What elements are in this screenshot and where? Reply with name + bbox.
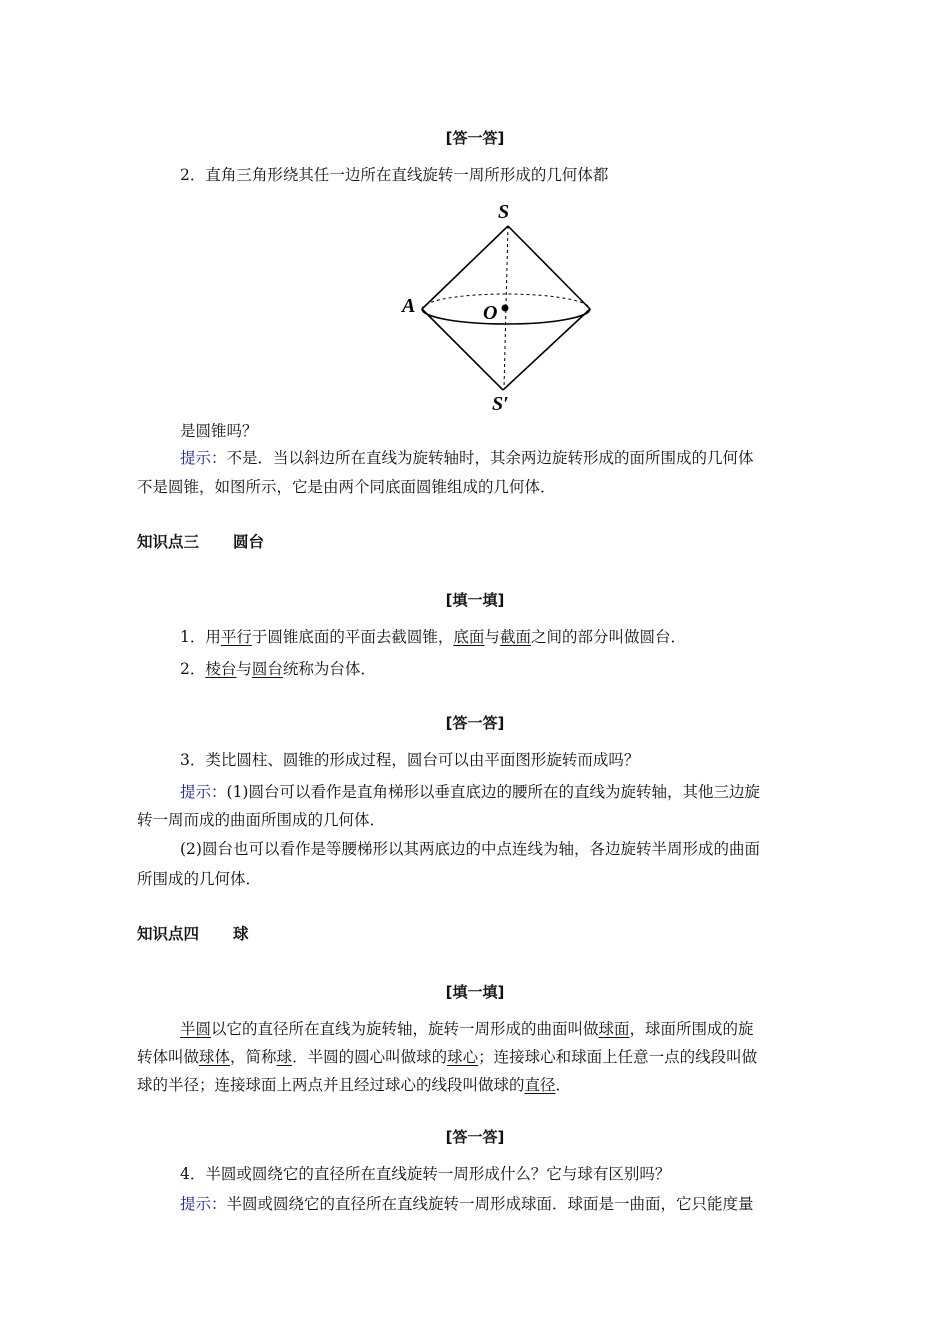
hint-2-line-1 <box>180 448 754 468</box>
section-3-name: 圆台 <box>233 533 265 551</box>
hint-label: 提示： <box>180 449 227 467</box>
hint-label: 提示： <box>180 783 227 801</box>
blank-answer: 平行 <box>220 628 252 646</box>
label-S-prime: S′ <box>492 393 509 415</box>
double-cone-figure <box>390 198 630 418</box>
answer-heading-1: [答一答] <box>445 129 505 147</box>
fill-3-item-2: 2．棱台与圆台统称为台体． <box>180 660 376 678</box>
label-S: S <box>498 201 510 223</box>
fill-4-line-2: 转体叫做球体，简称球．半圆的圆心叫做球的球心；连接球心和球面上任意一点的线段叫做 <box>137 1048 758 1066</box>
fill-heading-3: [填一填] <box>445 591 505 609</box>
question-2-continued: 是圆锥吗？ <box>180 422 258 440</box>
question-4: 4．半圆或圆绕它的直径所在直线旋转一周形成什么？它与球有区别吗？ <box>180 1165 671 1183</box>
question-2: 2．直角三角形绕其任一边所在直线旋转一周所形成的几何体都 <box>180 166 609 184</box>
answer-heading-4: [答一答] <box>445 1128 505 1146</box>
section-4-name: 球 <box>233 925 249 943</box>
blank-answer: 半圆 <box>180 1020 212 1038</box>
hint-3-line-1: 提示：(1)圆台可以看作是直角梯形以垂直底边的腰所在的直线为旋转轴，其他三边旋 <box>180 783 760 801</box>
hint-3-line-4: 所围成的几何体． <box>137 870 262 888</box>
label-O: O <box>483 302 498 324</box>
blank-answer: 截面 <box>499 628 531 646</box>
hint-3-line-3: (2)圆台也可以看作是等腰梯形以其两底边的中点连线为轴，各边旋转半周形成的曲面 <box>180 840 760 858</box>
hint-4-line-1: 提示：半圆或圆绕它的直径所在直线旋转一周形成球面．球面是一曲面，它只能度量 <box>180 1195 754 1213</box>
fill-4-line-1: 半圆以它的直径所在直线为旋转轴，旋转一周形成的曲面叫做球面，球面所围成的旋 <box>180 1020 754 1038</box>
hint-2-line-2: 不是圆锥，如图所示，它是由两个同底面圆锥组成的几何体． <box>137 478 556 496</box>
blank-answer: 球面 <box>598 1020 630 1038</box>
fill-3-item-1: 1．用平行于圆锥底面的平面去截圆锥，底面与截面之间的部分叫做圆台． <box>180 628 686 646</box>
blank-answer: 球心 <box>447 1048 479 1066</box>
blank-answer: 直径 <box>524 1076 556 1094</box>
blank-answer: 底面 <box>453 628 485 646</box>
hint-3-line-2: 转一周而成的曲面所围成的几何体． <box>137 811 386 829</box>
section-3-title <box>137 530 264 552</box>
question-3: 3．类比圆柱、圆锥的形成过程，圆台可以由平面图形旋转而成吗？ <box>180 751 640 769</box>
blank-answer: 球体 <box>199 1048 231 1066</box>
section-4-title <box>137 922 249 944</box>
section-3-number: 知识点三 <box>137 533 200 551</box>
blank-answer: 圆台 <box>251 660 283 678</box>
hint-2-text: 不是．当以斜边所在直线为旋转轴时，其余两边旋转形成的面所围成的几何体 <box>226 449 754 467</box>
section-4-number: 知识点四 <box>137 925 200 943</box>
label-A: A <box>402 295 416 317</box>
answer-heading-3: [答一答] <box>445 714 505 732</box>
blank-answer: 棱台 <box>205 660 237 678</box>
blank-answer: 球 <box>276 1048 293 1066</box>
fill-4-line-3: 球的半径；连接球面上两点并且经过球心的线段叫做球的直径． <box>137 1076 572 1094</box>
hint-label: 提示： <box>180 1195 227 1213</box>
fill-heading-4: [填一填] <box>445 983 505 1001</box>
